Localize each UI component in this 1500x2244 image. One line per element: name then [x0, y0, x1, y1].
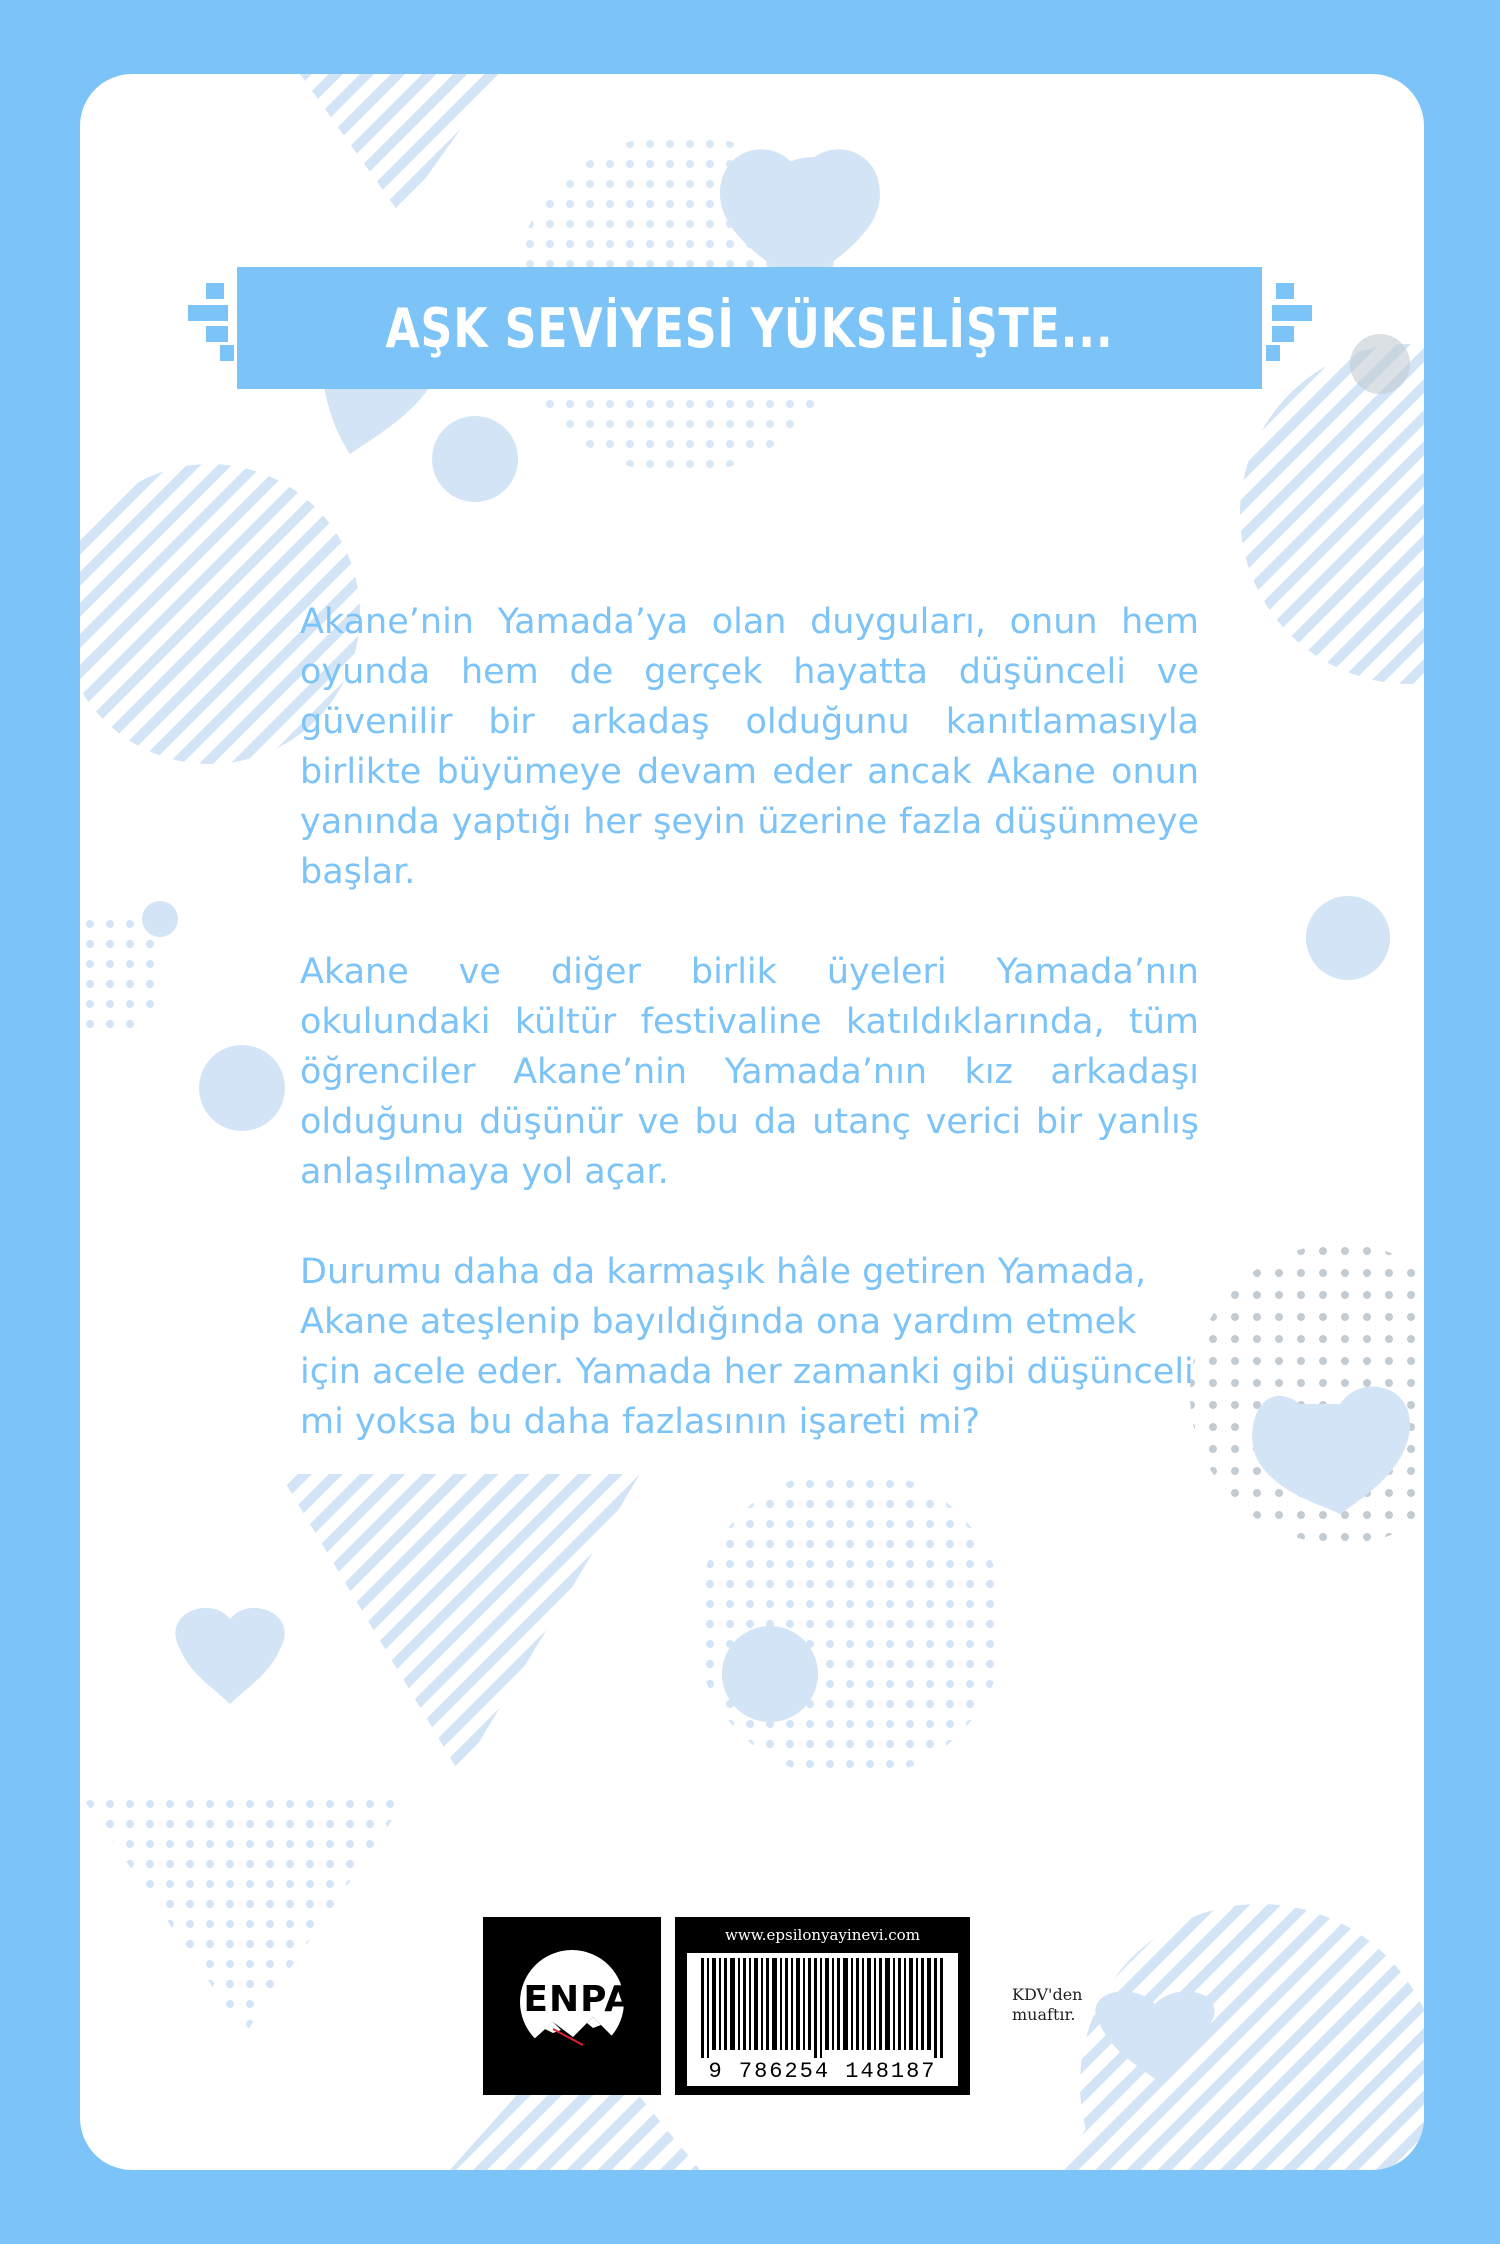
banner-pixel-right-2 — [1272, 305, 1312, 321]
isbn-number: 9 786254 148187 — [687, 2058, 958, 2086]
barcode-bars — [687, 1953, 958, 2058]
banner-pixel-left-3 — [206, 326, 228, 342]
banner-pixel-left-2 — [188, 305, 228, 321]
banner-pixel-right-3 — [1272, 326, 1294, 342]
blurb-text — [300, 597, 1199, 1497]
banner-pixel-right-1 — [1276, 283, 1294, 299]
tax-note: KDV'den muaftır. — [1012, 1985, 1083, 2024]
banner-pixel-left-1 — [206, 283, 224, 299]
publisher-logo — [483, 1917, 661, 2095]
publisher-website: www.epsilonyayinevi.com — [725, 1926, 920, 1944]
blurb-paragraph-1: Akane’nin Yamada’ya olan duyguları, onun hem oyunda hem de gerçek hayatta düşünceli ve güvenilir bir arkadaş olduğunu kanıtlamasıyla birlikte büyümeye devam eder ancak Akane onun yanında yaptığı her şeyin üzerine fazla düşünmeye başlar. — [300, 602, 1199, 892]
barcode-panel — [675, 1917, 970, 2095]
barcode — [687, 1953, 958, 2058]
banner-title: AŞK SEVİYESİ YÜKSELİŞTE... — [385, 296, 1114, 360]
publisher-logo-text: SENPAI — [496, 1979, 648, 2020]
banner-pixel-right-4 — [1266, 345, 1280, 361]
title-banner — [237, 267, 1262, 389]
banner-pixel-left-4 — [220, 345, 234, 361]
blurb-paragraph-2: Akane ve diğer birlik üyeleri Yamada’nın okulundaki kültür festivaline katıldıklarında, tüm öğrenciler Akane’nin Yamada’nın kız arkadaşı olduğunu düşünür ve bu da utanç verici bir yanlış anlaşılmaya yol açar. — [300, 952, 1199, 1192]
blurb-paragraph-3: Durumu daha da karmaşık hâle getiren Yamada, Akane ateşlenip bayıldığında ona yardım etmek için acele eder. Yamada her zamanki gibi düşünceli mi yoksa bu daha fazlasının işareti mi? — [300, 1252, 1194, 1442]
